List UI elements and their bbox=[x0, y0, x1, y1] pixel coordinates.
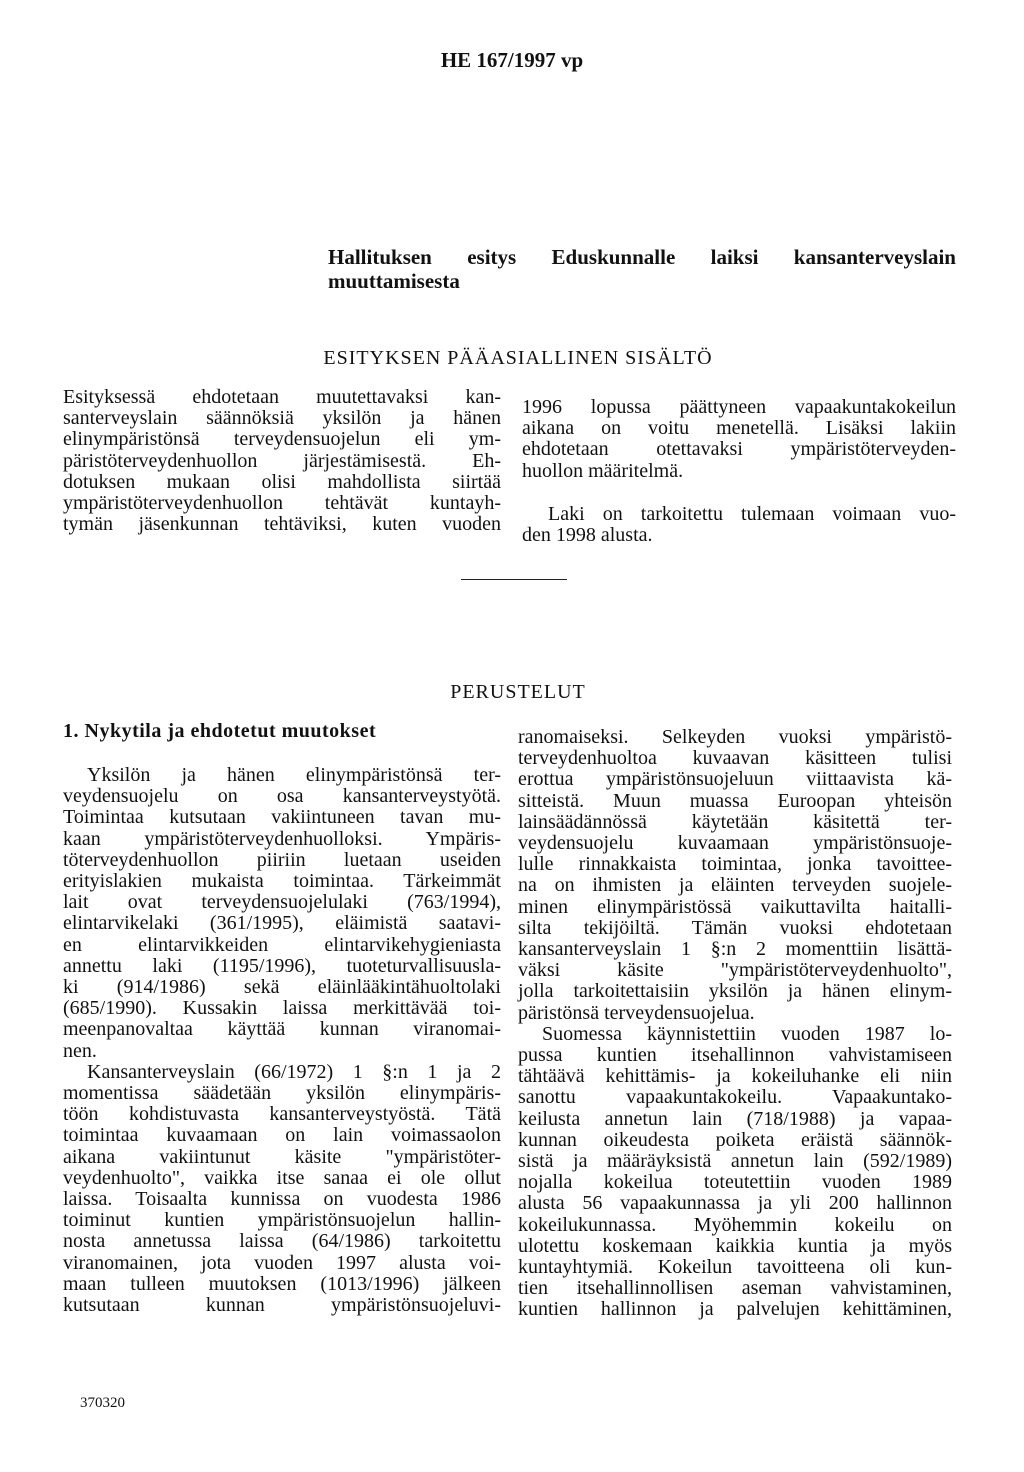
summary-heading: ESITYKSEN PÄÄASIALLINEN SISÄLTÖ bbox=[323, 347, 713, 369]
body-paragraph bbox=[518, 727, 952, 1024]
text-line: kaan ympäristöterveydenhuolloksi. Ympäris- bbox=[63, 827, 501, 850]
summary-paragraph bbox=[522, 397, 956, 482]
text-line: tien itsehallinnollisen aseman vahvistaminen, bbox=[518, 1277, 952, 1300]
text-line: minen elinympäristössä vaikuttavilta haitalli- bbox=[518, 895, 952, 918]
text-line: veydensuojelu on osa kansanterveystyötä. bbox=[63, 785, 501, 808]
perustelut-heading: PERUSTELUT bbox=[450, 681, 586, 703]
text-line: nosta annetussa laissa (64/1986) tarkoitettu bbox=[63, 1230, 501, 1253]
text-line: ulotettu koskemaan kaikkia kuntia ja myös bbox=[518, 1234, 952, 1257]
text-line: viranomainen, jota vuoden 1997 alusta voi- bbox=[63, 1251, 501, 1274]
text-line: Esityksessä ehdotetaan muutettavaksi kan- bbox=[63, 386, 501, 408]
page-code: 370320 bbox=[80, 1395, 125, 1411]
text-line: en elintarvikkeiden elintarvikehygieniasta bbox=[63, 933, 501, 956]
text-line: kuntayhtymiä. Kokeilun tavoitteena oli kun- bbox=[518, 1256, 952, 1279]
text-line: ki (914/1986) sekä eläinlääkintähuoltolaki bbox=[63, 976, 501, 999]
text-line: momentissa säädetään yksilön elinympäris- bbox=[63, 1082, 501, 1105]
text-line: kansanterveyslain 1 §:n 2 momenttiin lisättä- bbox=[518, 938, 952, 961]
text-line: dotuksen mukaan olisi mahdollista siirtää bbox=[63, 470, 501, 493]
proposal-title bbox=[328, 245, 956, 293]
title-word: laiksi bbox=[710, 245, 759, 269]
text-line: kuntien hallinnon ja palvelujen kehittäminen, bbox=[518, 1298, 952, 1321]
body-left-column bbox=[63, 765, 501, 1316]
text-line: toiminut kuntien ympäristönsuojelun hallin- bbox=[63, 1209, 501, 1232]
text-line: silta tekijöiltä. Tämän vuoksi ehdotetaan bbox=[518, 916, 952, 939]
text-line: päristönsä terveydensuojelua. bbox=[518, 1001, 755, 1024]
text-line: erottua ympäristönsuojeluun viittaavista kä- bbox=[518, 768, 952, 791]
summary-paragraph bbox=[522, 504, 956, 546]
text-line: elinympäristönsä terveydensuojelun eli ym- bbox=[63, 428, 501, 451]
text-line: keilusta annetun lain (718/1988) ja vapaa- bbox=[518, 1107, 952, 1130]
text-line: elintarvikelaki (361/1995), eläimistä saatavi- bbox=[63, 912, 501, 935]
text-line: sitteistä. Muun muassa Euroopan yhteisön bbox=[518, 789, 952, 812]
section-heading: 1. Nykytila ja ehdotetut muutokset bbox=[63, 720, 377, 742]
text-line: ranomaiseksi. Selkeyden vuoksi ympäristö- bbox=[518, 726, 952, 748]
text-line: Kansanterveyslain (66/1972) 1 §:n 1 ja 2 bbox=[87, 1060, 501, 1083]
text-line: tymän jäsenkunnan tehtäviksi, kuten vuoden bbox=[63, 513, 501, 536]
text-line: töön kohdistuvasta kansanterveystyöstä. Tätä bbox=[63, 1103, 501, 1126]
title-word: Eduskunnalle bbox=[551, 245, 676, 269]
title-line-2: muuttamisesta bbox=[328, 269, 460, 293]
document-id-header: HE 167/1997 vp bbox=[440, 48, 584, 72]
text-line: huollon määritelmä. bbox=[522, 459, 684, 482]
text-line: pussa kuntien itsehallinnon vahvistamiseen bbox=[518, 1044, 952, 1067]
text-line: maan tulleen muutoksen (1013/1996) jälkeen bbox=[63, 1272, 501, 1295]
text-line: kunnan oikeudesta poiketa eräistä säännök- bbox=[518, 1128, 952, 1151]
body-paragraph bbox=[518, 1024, 952, 1321]
summary-left-column bbox=[63, 387, 501, 535]
text-line: kutsutaan kunnan ympäristönsuojeluvi- bbox=[63, 1294, 501, 1317]
text-line: lainsäädännössä käytetään käsitettä ter- bbox=[518, 810, 952, 833]
text-line: santerveyslain säännöksiä yksilön ja hänen bbox=[63, 407, 501, 430]
text-line: Laki on tarkoitettu tulemaan voimaan vuo- bbox=[548, 502, 956, 525]
text-line: nojalla kokeilua toteutettiin vuoden 1989 bbox=[518, 1171, 952, 1194]
text-line: sanottu vapaakuntakokeilu. Vapaakuntako- bbox=[518, 1086, 952, 1109]
text-line: meenpanovaltaa käyttää kunnan viranomai- bbox=[63, 1018, 501, 1041]
text-line: väksi käsite "ympäristöterveydenhuolto", bbox=[518, 959, 952, 982]
text-line: na on ihmisten ja eläinten terveyden suojele- bbox=[518, 874, 952, 897]
summary-right-column bbox=[522, 397, 956, 546]
text-line: annettu laki (1195/1996), tuoteturvallisuusla- bbox=[63, 954, 501, 977]
text-line: päristöterveydenhuollon järjestämisestä. Eh- bbox=[63, 449, 501, 472]
text-line: 1996 lopussa päättyneen vapaakuntakokeilun bbox=[522, 396, 956, 418]
text-line: alusta 56 vapaakunnassa ja yli 200 hallinnon bbox=[518, 1192, 952, 1215]
text-line: veydenhuolto", vaikka itse sanaa ei ole ollut bbox=[63, 1166, 501, 1189]
text-line: Toimintaa kutsutaan vakiintuneen tavan mu- bbox=[63, 806, 501, 829]
text-line: aikana on voitu menetellä. Lisäksi lakiin bbox=[522, 417, 956, 440]
body-paragraph bbox=[63, 1062, 501, 1316]
text-line: veydensuojelu kuvaamaan ympäristönsuoje- bbox=[518, 832, 952, 855]
text-line: lulle rinnakkaista toimintaa, jonka tavoittee- bbox=[518, 853, 952, 876]
text-line: terveydenhuoltoa kuvaavan käsitteen tulisi bbox=[518, 747, 952, 770]
text-line: den 1998 alusta. bbox=[522, 524, 653, 547]
text-line: toimintaa kuvaamaan on lain voimassaolon bbox=[63, 1124, 501, 1147]
text-line: laissa. Toisaalta kunnissa on vuodesta 1986 bbox=[63, 1188, 501, 1211]
text-line: erityislakien mukaista toimintaa. Tärkeimmät bbox=[63, 870, 501, 893]
body-right-column bbox=[518, 727, 952, 1321]
title-word: Hallituksen bbox=[328, 245, 432, 269]
text-line: ehdotetaan otettavaksi ympäristöterveyden- bbox=[522, 438, 956, 461]
text-line: sistä ja määräyksistä annetun lain (592/1989) bbox=[518, 1150, 952, 1173]
title-word: kansanterveyslain bbox=[793, 245, 956, 269]
section-divider bbox=[461, 579, 567, 580]
text-line: Suomessa käynnistettiin vuoden 1987 lo- bbox=[542, 1022, 952, 1045]
text-line: tähtäävä kehittämis- ja kokeiluhanke eli niin bbox=[518, 1065, 952, 1088]
body-paragraph bbox=[63, 765, 501, 1062]
text-line: jolla tarkoitettaisiin yksilön ja hänen elinym- bbox=[518, 980, 952, 1003]
text-line: kokeilukunnassa. Myöhemmin kokeilu on bbox=[518, 1213, 952, 1236]
text-line: nen. bbox=[63, 1039, 97, 1062]
text-line: Yksilön ja hänen elinympäristönsä ter- bbox=[87, 764, 501, 786]
title-word: esitys bbox=[467, 245, 517, 269]
text-line: aikana vakiintunut käsite "ympäristöter- bbox=[63, 1145, 501, 1168]
text-line: lait ovat terveydensuojelulaki (763/1994), bbox=[63, 891, 501, 914]
title-line-1 bbox=[328, 245, 956, 269]
text-line: (685/1990). Kussakin laissa merkittävää toi- bbox=[63, 997, 501, 1020]
text-line: töterveydenhuollon piiriin luetaan useiden bbox=[63, 848, 501, 871]
text-line: ympäristöterveydenhuollon tehtävät kuntayh- bbox=[63, 492, 501, 515]
